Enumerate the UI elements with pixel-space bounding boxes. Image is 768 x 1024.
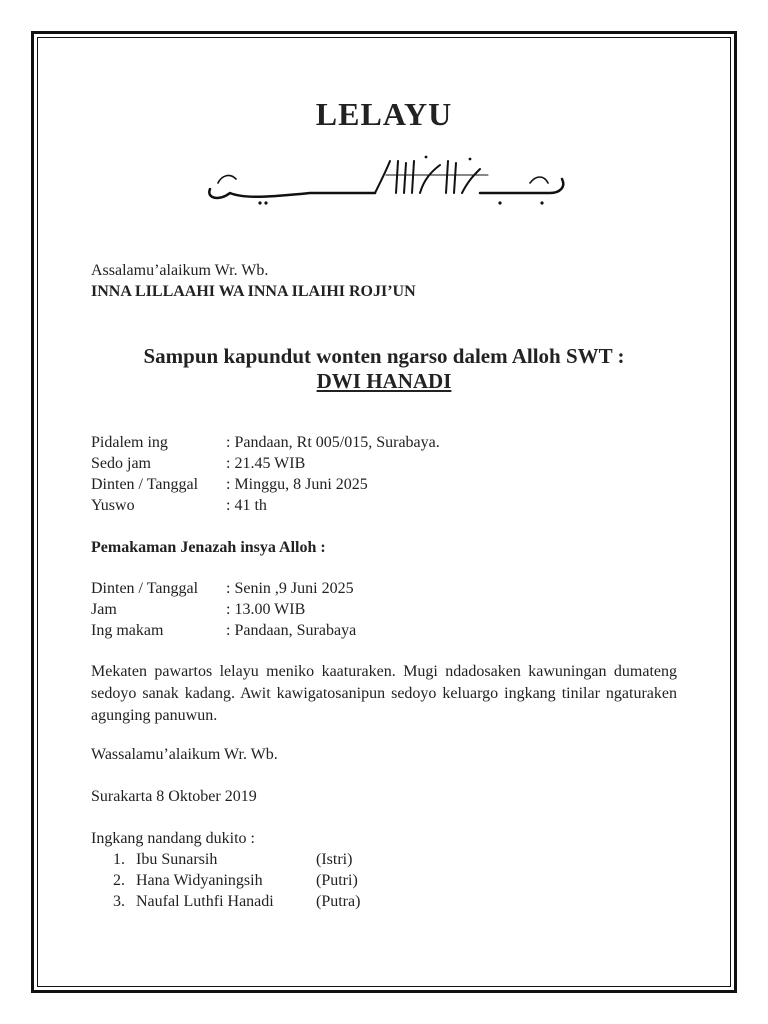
- burial-label: Ing makam: [91, 622, 164, 639]
- announcement: Sampun kapundut wonten ngarso dalem Alloh SWT :: [143, 344, 625, 368]
- mourner-relation: (Istri): [316, 851, 353, 868]
- burial-label: Dinten / Tanggal: [91, 580, 199, 597]
- announcement-paragraph: Mekaten pawartos lelayu meniko kaaturaken. Mugi ndadosaken kawuningan dumateng sedoyo sanak kadang. Awit kawigatosanipun sedoyo keluargo ingkang tinilar ngaturaken agunging panuwun.: [91, 663, 677, 724]
- mourner-relation: (Putra): [316, 893, 361, 910]
- bismillah-calligraphy: [200, 153, 570, 209]
- mourner-name: Ibu Sunarsih: [136, 851, 218, 868]
- burial-label: Jam: [91, 601, 117, 618]
- document-title: LELAYU: [315, 96, 453, 132]
- burial-value: : Pandaan, Surabaya: [226, 622, 357, 639]
- mourner-name: Hana Widyaningsih: [136, 872, 263, 889]
- place-date: Surakarta 8 Oktober 2019: [91, 788, 257, 805]
- detail-value: : Minggu, 8 Juni 2025: [226, 476, 368, 493]
- detail-value: : 21.45 WIB: [226, 455, 306, 472]
- mourners-heading: Ingkang nandang dukito :: [91, 830, 255, 847]
- detail-label: Sedo jam: [91, 455, 151, 472]
- deceased-name: DWI HANADI: [316, 369, 452, 393]
- detail-value: : 41 th: [226, 497, 267, 514]
- mourner-name: Naufal Luthfi Hanadi: [136, 893, 274, 910]
- burial-value: : 13.00 WIB: [226, 601, 306, 618]
- detail-label: Yuswo: [91, 497, 135, 514]
- detail-label: Pidalem ing: [91, 434, 168, 451]
- detail-label: Dinten / Tanggal: [91, 476, 199, 493]
- greeting: Assalamu’alaikum Wr. Wb.: [91, 262, 269, 279]
- mourner-number: 1.: [113, 851, 125, 868]
- inna-lillahi: INNA LILLAAHI WA INNA ILAIHI ROJI’UN: [91, 283, 416, 300]
- mourner-number: 2.: [113, 872, 125, 889]
- closing-greeting: Wassalamu’alaikum Wr. Wb.: [91, 746, 278, 763]
- detail-value: : Pandaan, Rt 005/015, Surabaya.: [226, 434, 440, 451]
- burial-heading: Pemakaman Jenazah insya Alloh :: [91, 539, 326, 556]
- mourner-relation: (Putri): [316, 872, 358, 889]
- mourner-number: 3.: [113, 893, 125, 910]
- burial-value: : Senin ,9 Juni 2025: [226, 580, 354, 597]
